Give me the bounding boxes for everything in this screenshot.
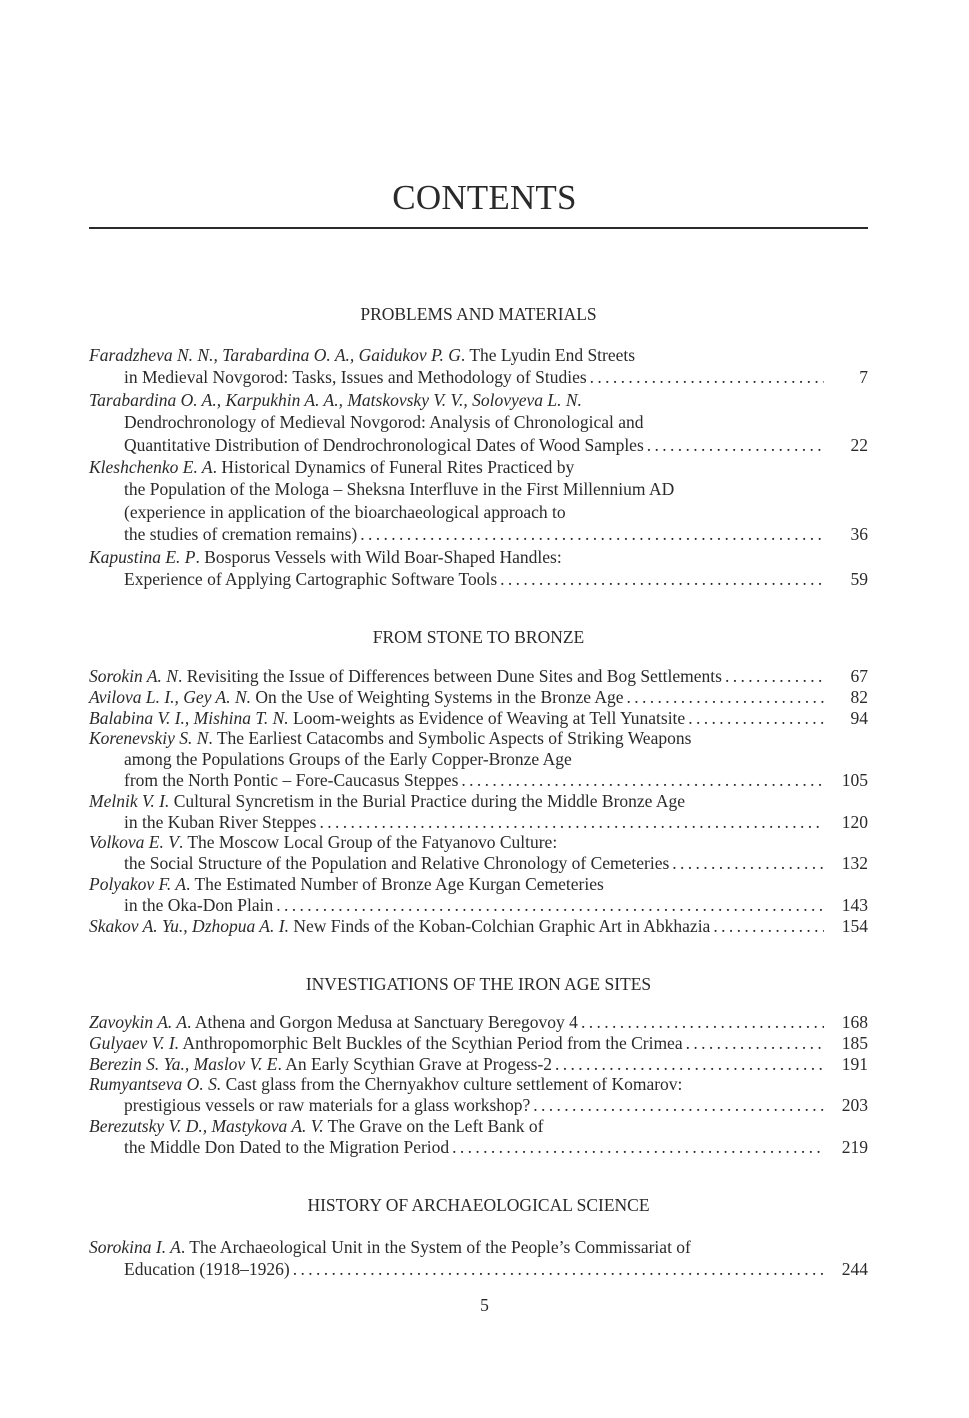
toc-section [89, 1236, 868, 1281]
toc-entry[interactable] [89, 708, 868, 729]
entry-title-last: the Middle Don Dated to the Migration Period [124, 1136, 450, 1157]
entry-title: . The Lyudin End Streets [460, 345, 636, 365]
entry-authors: Balabina V. I., Mishina T. N. [89, 707, 289, 728]
entry-authors: Skakov A. Yu., Dzhopua A. I. [89, 915, 289, 936]
dot-leader [686, 1033, 824, 1054]
entry-page: 219 [841, 1136, 868, 1157]
dot-leader [590, 366, 824, 388]
dot-leader [360, 523, 824, 545]
entry-title: The Grave on the Left Bank of [323, 1115, 544, 1136]
section-heading: HISTORY OF ARCHAEOLOGICAL SCIENCE [307, 1195, 650, 1215]
entry-page: 168 [841, 1012, 868, 1032]
entry-title: New Finds of the Koban-Colchian Graphic Art in Abkhazia [288, 915, 711, 936]
entry-page: 203 [841, 1095, 868, 1116]
entry-title: Cast glass from the Chernyakhov culture settlement of Komarov: [221, 1074, 683, 1095]
entry-title: Anthropomorphic Belt Buckles of the Scythian Period from the Crimea [179, 1032, 683, 1053]
dot-leader [500, 568, 824, 590]
title-rule [89, 227, 868, 229]
entry-authors: Tarabardina O. A., Karpukhin A. A., Matskovsky V. V., Solovyeva L. N. [89, 389, 582, 410]
entry-authors: Volkova E. V [89, 832, 179, 853]
toc-entry[interactable] [89, 791, 868, 833]
entry-title: . Revisiting the Issue of Differences between Dune Sites and Bog Settlements [177, 666, 722, 686]
entry-authors: Kapustina E. P [89, 546, 196, 567]
toc-section [89, 344, 868, 590]
dot-leader [688, 708, 824, 729]
entry-title: . The Earliest Catacombs and Symbolic Aspects of Striking Weapons [208, 728, 692, 749]
section-heading: PROBLEMS AND MATERIALS [360, 304, 597, 324]
entry-title-last: prestigious vessels or raw materials for a glass workshop? [124, 1095, 531, 1116]
entry-title: . Athena and Gorgon Medusa at Sanctuary Beregovoy 4 [187, 1012, 578, 1032]
entry-page: 67 [850, 666, 868, 686]
toc-entry[interactable] [89, 1012, 868, 1033]
entry-authors: Sorokin A. N [89, 666, 178, 686]
entry-page: 244 [841, 1259, 868, 1280]
entry-title: . Bosporus Vessels with Wild Boar-Shaped Handles: [195, 546, 562, 567]
dot-leader [647, 434, 824, 456]
dot-leader [276, 895, 824, 916]
entry-page: 191 [841, 1053, 868, 1074]
entry-page: 132 [841, 853, 868, 874]
entry-page: 105 [841, 769, 868, 790]
toc-entry[interactable] [89, 1116, 868, 1158]
toc-entry[interactable] [89, 1236, 868, 1281]
entry-title-last: Education (1918–1926) [124, 1259, 290, 1280]
toc-entry[interactable] [89, 456, 868, 546]
entry-page: 143 [841, 894, 868, 915]
entry-page: 185 [841, 1032, 868, 1053]
dot-leader [555, 1054, 824, 1075]
entry-page: 36 [850, 524, 868, 545]
dot-leader [461, 770, 824, 791]
entry-authors: Sorokina I. A [89, 1237, 181, 1257]
entry-title-last: in Medieval Novgorod: Tasks, Issues and Methodology of Studies [124, 367, 587, 388]
entry-page: 94 [850, 707, 868, 728]
entry-authors: Berezutsky V. D., Mastykova A. V. [89, 1115, 324, 1136]
entry-title-last: from the North Pontic – Fore-Caucasus Steppes [124, 769, 459, 790]
entry-authors: Berezin S. Ya., Maslov V. E [89, 1053, 278, 1074]
page-title: CONTENTS [392, 178, 577, 217]
toc-entry[interactable] [89, 874, 868, 916]
entry-authors: Rumyantseva O. S. [89, 1074, 222, 1095]
dot-leader [293, 1258, 824, 1280]
entry-title-last: Quantitative Distribution of Dendrochronological Dates of Wood Samples [124, 434, 644, 455]
toc-entry[interactable] [89, 344, 868, 389]
entry-title-cont: among the Populations Groups of the Early Copper-Bronze Age [124, 749, 572, 770]
toc-entry[interactable] [89, 728, 868, 790]
entry-title-cont: Dendrochronology of Medieval Novgorod: Analysis of Chronological and [124, 412, 644, 433]
toc-entry[interactable] [89, 832, 868, 874]
entry-page: 154 [841, 915, 868, 936]
entry-page: 82 [850, 686, 868, 707]
dot-leader [627, 687, 824, 708]
entry-page: 7 [859, 367, 868, 388]
dot-leader [533, 1095, 824, 1116]
entry-page: 120 [841, 811, 868, 832]
dot-leader [581, 1012, 824, 1033]
toc-entry[interactable] [89, 546, 868, 591]
dot-leader [672, 853, 824, 874]
entry-title-last: the studies of cremation remains) [124, 524, 358, 545]
toc-section [89, 666, 868, 936]
dot-leader [713, 916, 824, 937]
toc-entry[interactable] [89, 389, 868, 456]
entry-page: 59 [850, 569, 868, 590]
entry-authors: Avilova L. I., Gey A. N. [89, 686, 252, 707]
entry-title: . An Early Scythian Grave at Progess-2 [277, 1053, 553, 1074]
entry-title-cont: (experience in application of the bioarchaeological approach to [124, 501, 566, 522]
page-number: 5 [480, 1295, 489, 1315]
dot-leader [319, 812, 824, 833]
entry-title: On the Use of Weighting Systems in the Bronze Age [251, 686, 624, 707]
entry-title-last: Experience of Applying Cartographic Software Tools [124, 569, 498, 590]
dot-leader [452, 1137, 824, 1158]
entry-title: Cultural Syncretism in the Burial Practice during the Middle Bronze Age [169, 790, 686, 811]
entry-title: . The Estimated Number of Bronze Age Kurgan Cemeteries [186, 873, 604, 894]
entry-title: . Historical Dynamics of Funeral Rites Practiced by [212, 457, 575, 478]
entry-authors: Melnik V. I. [89, 790, 170, 811]
dot-leader [725, 666, 824, 687]
entry-page: 22 [850, 434, 868, 455]
entry-authors: Korenevskiy S. N [89, 728, 209, 749]
entry-title: Loom-weights as Evidence of Weaving at Tell Yunatsite [288, 707, 686, 728]
entry-authors: Gulyaev V. I. [89, 1032, 180, 1053]
entry-title-cont: the Population of the Mologa – Sheksna Interfluve in the First Millennium AD [124, 479, 675, 500]
toc-entry[interactable] [89, 687, 868, 708]
toc-section [89, 1012, 868, 1158]
entry-title: . The Moscow Local Group of the Fatyanovo Culture: [178, 832, 558, 853]
toc-entry[interactable] [89, 1054, 868, 1075]
entry-authors: Kleshchenko E. A [89, 457, 213, 478]
toc-entry[interactable] [89, 666, 868, 687]
toc-entry[interactable] [89, 1033, 868, 1054]
entry-title-last: in the Oka-Don Plain [124, 894, 274, 915]
toc-entry[interactable] [89, 1074, 868, 1116]
section-heading: INVESTIGATIONS OF THE IRON AGE SITES [305, 974, 652, 994]
toc-entry[interactable] [89, 916, 868, 937]
section-heading: FROM STONE TO BRONZE [372, 627, 585, 647]
entry-title-last: in the Kuban River Steppes [124, 811, 317, 832]
entry-title-last: the Social Structure of the Population and Relative Chronology of Cemeteries [124, 853, 670, 874]
entry-authors: Polyakov F. A [89, 873, 187, 894]
entry-authors: Faradzheva N. N., Tarabardina O. A., Gaidukov P. G [89, 345, 461, 365]
entry-title: . The Archaeological Unit in the System of the People’s Commissariat of [180, 1237, 691, 1257]
entry-authors: Zavoykin A. A [89, 1012, 188, 1032]
